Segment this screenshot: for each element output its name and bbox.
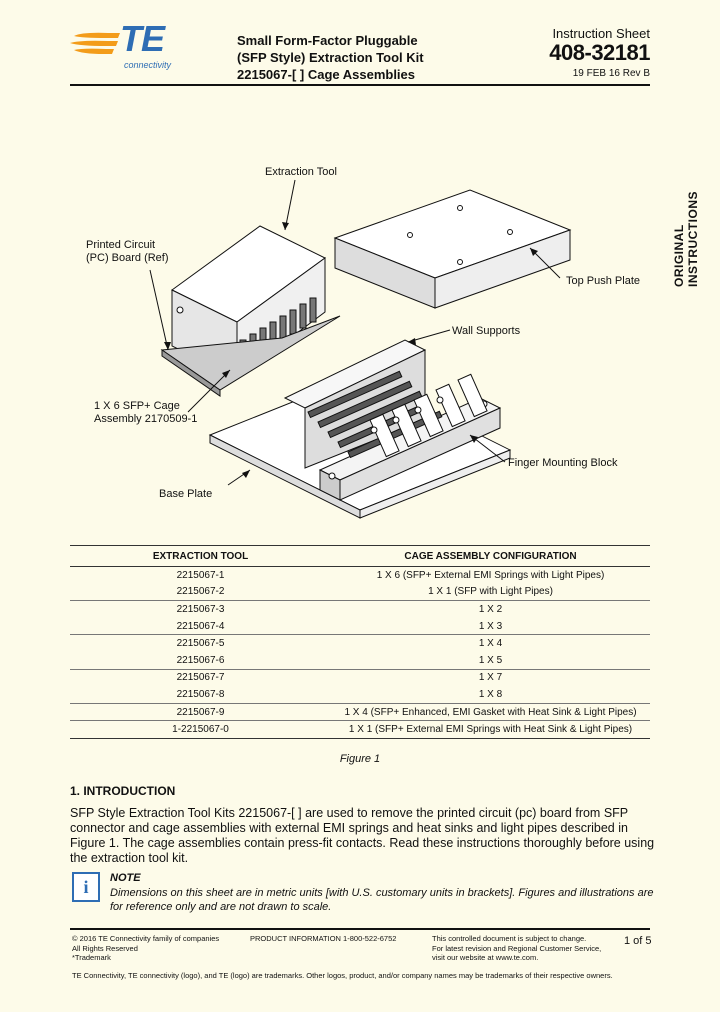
callout-finger-mounting-block: Finger Mounting Block xyxy=(508,457,618,469)
table-row xyxy=(70,721,650,739)
tool-number: 1-2215067-0 xyxy=(70,721,331,739)
callout-wall-supports: Wall Supports xyxy=(452,325,521,337)
title-line-2: (SFP Style) Extraction Tool Kit xyxy=(237,50,424,65)
page-number: 1 of 5 xyxy=(624,935,652,947)
cage-config: 1 X 3 xyxy=(478,620,503,632)
callout-pc-board-line-2: (PC) Board (Ref) xyxy=(86,252,169,264)
tool-number: 2215067-2 xyxy=(176,586,225,598)
table-header-row xyxy=(70,546,650,567)
header-extraction-tool: EXTRACTION TOOL xyxy=(70,546,331,567)
tool-number: 2215067-8 xyxy=(176,688,225,700)
header-cage-configuration: CAGE ASSEMBLY CONFIGURATION xyxy=(331,546,650,567)
footer-controlled-doc xyxy=(432,934,601,963)
note-title: NOTE xyxy=(110,872,141,884)
side-label: ORIGINAL INSTRUCTIONS xyxy=(672,191,700,287)
controlled-line-1: This controlled document is subject to change. xyxy=(432,934,587,943)
controlled-line-3: visit our website at www.te.com. xyxy=(432,953,539,962)
title-line-3: 2215067-[ ] Cage Assemblies xyxy=(237,67,416,82)
te-logo-stripes-icon xyxy=(68,30,124,60)
table-row xyxy=(70,584,650,601)
doc-date: 19 FEB 16 Rev B xyxy=(572,68,650,79)
copyright-line: © 2016 TE Connectivity family of companies xyxy=(72,934,220,943)
cage-config: 1 X 4 xyxy=(331,635,650,652)
extraction-tool-table xyxy=(70,545,650,739)
tool-number: 2215067-4 xyxy=(176,620,225,632)
callout-pc-board-line-1: Printed Circuit xyxy=(86,239,156,251)
footer-trademarks: TE Connectivity, TE connectivity (logo), and TE (logo) are trademarks. Other logos, product, and/or company names may be trademarks of their respective owners. xyxy=(72,971,613,980)
footer-rule xyxy=(70,928,650,930)
cage-config: 1 X 2 xyxy=(331,601,650,618)
table-row xyxy=(70,686,650,703)
callout-cage-line-1: 1 X 6 SFP+ Cage xyxy=(94,400,180,412)
document-title xyxy=(237,32,457,83)
table-row xyxy=(70,618,650,635)
title-line-1: Small Form-Factor Pluggable xyxy=(237,33,418,48)
tool-number: 2215067-9 xyxy=(70,703,331,721)
table-row xyxy=(70,703,650,721)
doc-type: Instruction Sheet xyxy=(552,26,650,41)
table-row xyxy=(70,601,650,618)
rights-line: All Rights Reserved xyxy=(72,943,138,953)
footer-copyright xyxy=(72,934,219,963)
info-icon: i xyxy=(72,872,100,902)
tool-number: 2215067-1 xyxy=(176,569,225,581)
extraction-tool-illustration xyxy=(70,150,650,530)
controlled-line-2: For latest revision and Regional Customer Service, xyxy=(432,943,602,953)
table-row xyxy=(70,635,650,652)
tool-number: 2215067-5 xyxy=(70,635,331,652)
cage-config: 1 X 4 (SFP+ Enhanced, EMI Gasket with Heat Sink & Light Pipes) xyxy=(331,703,650,721)
figure-caption: Figure 1 xyxy=(339,753,381,765)
footer-product-info: PRODUCT INFORMATION 1-800-522-6752 xyxy=(250,934,397,943)
cage-config: 1 X 6 (SFP+ External EMI Springs with Light Pipes) xyxy=(376,569,605,581)
doc-number: 408-32181 xyxy=(549,40,650,65)
table-row xyxy=(70,652,650,669)
cage-config: 1 X 1 (SFP+ External EMI Springs with Heat Sink & Light Pipes) xyxy=(331,721,650,739)
cage-config: 1 X 8 xyxy=(478,688,503,700)
tool-number: 2215067-3 xyxy=(70,601,331,618)
introduction-paragraph: SFP Style Extraction Tool Kits 2215067-[ ] are used to remove the printed circuit (pc) board from SFP connector and cage assemblies with external EMI springs and heat sinks and light pipes described in Figure 1. The cage assemblies contain press-fit contacts. Read these instructions thoroughly before using the extraction tool kit. xyxy=(70,806,655,865)
logo-subtext: connectivity xyxy=(124,60,172,70)
header-rule xyxy=(70,84,650,86)
tool-number: 2215067-6 xyxy=(176,654,225,666)
cage-config: 1 X 1 (SFP with Light Pipes) xyxy=(428,586,553,598)
logo-text: TE xyxy=(120,18,165,59)
cage-config: 1 X 7 xyxy=(331,669,650,686)
callout-base-plate: Base Plate xyxy=(159,488,213,500)
tool-number: 2215067-7 xyxy=(70,669,331,686)
trademark-line: *Trademark xyxy=(72,953,111,962)
table-row xyxy=(70,567,650,584)
table-row xyxy=(70,669,650,686)
callout-extraction-tool: Extraction Tool xyxy=(265,166,337,178)
note-text: Dimensions on this sheet are in metric units [with U.S. customary units in brackets]. Figures and illustrations are for reference only and are not drawn to scale. xyxy=(110,887,654,913)
callout-top-push-plate: Top Push Plate xyxy=(566,275,640,287)
cage-config: 1 X 5 xyxy=(478,654,503,666)
callout-cage-line-2: Assembly 2170509-1 xyxy=(94,413,198,425)
section-heading-introduction: 1. INTRODUCTION xyxy=(70,784,176,798)
